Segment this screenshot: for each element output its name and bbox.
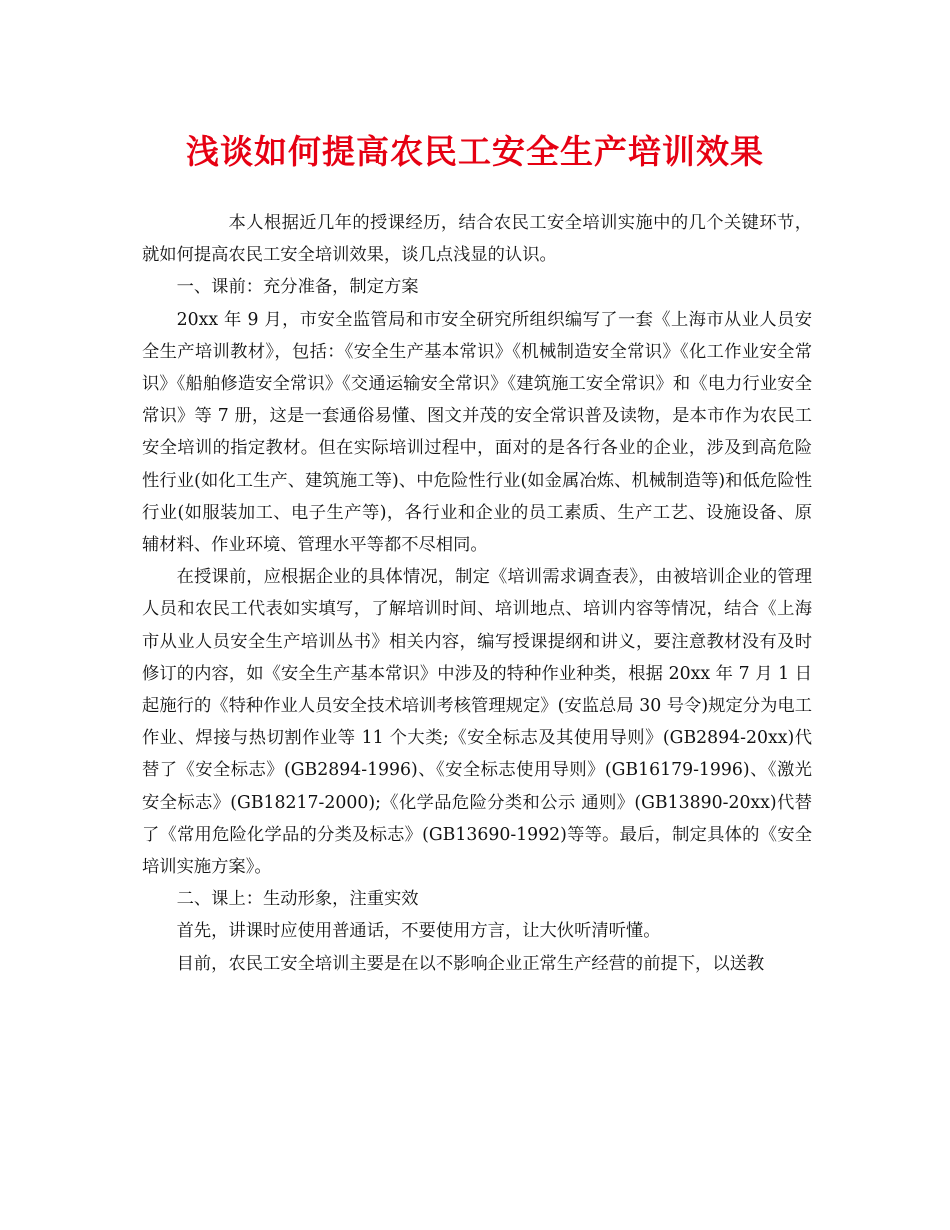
paragraph: 目前，农民工安全培训主要是在以不影响企业正常生产经营的前提下，以送教 — [176, 953, 765, 974]
paragraph: 20xx 年 9 月，市安全监管局和市安全研究所组织编写了一套《上海市从业人员安全生产培训教材》，包括：《安全生产基本常识》《机械制造安全常识》《化工作业安全常识》《船舶修造安全常识》《交通运输安全常识》《建筑施工安全常识》和《电力行业安全常识》等 7 册，这是一套通俗易懂、图文并茂的安全常识普及读物，是本市作为农民工安全培训的指定教材。但在实际培训过程中，面对的是各行各业的企业，涉及到高危险性行业(如化工生产、建筑施工等)、中危险性行业(如金属冶炼、机械制造等)和低危险性行业(如服装加工、电子生产等)，各行业和企业的员工素质、生产工艺、设施设备、原辅材料、作业环境、管理水平等都不尽相同。 — [142, 309, 812, 556]
document-title: 浅谈如何提高农民工安全生产培训效果 — [186, 132, 764, 171]
section-heading-1: 一、课前：充分准备，制定方案 — [176, 277, 419, 298]
document-body — [142, 207, 812, 980]
paragraph: 在授课前，应根据企业的具体情况，制定《培训需求调查表》，由被培训企业的管理人员和农民工代表如实填写，了解培训时间、培训地点、培训内容等情况，结合《上海市从业人员安全生产培训丛书》相关内容，编写授课提纲和讲义，要注意教材没有及时修订的内容，如《安全生产基本常识》中涉及的特种作业种类，根据 20xx 年 7 月 1 日起施行的《特种作业人员安全技术培训考核管理规定》(安监总局 30 号令)规定分为电工作业、焊接与热切割作业等 11 个大类;《安全标志及其使用导则》(GB2894-20xx)代替了《安全标志》(GB2894-1996)、《安全标志使用导则》(GB16179-1996)、《激光安全标志》(GB18217-2000);《化学品危险分类和公示 通则》(GB13890-20xx)代替了《常用危险化学品的分类及标志》(GB13690-1992)等等。最后，制定具体的《安全培训实施方案》。 — [142, 567, 812, 878]
section-heading-2: 二、课上：生动形象，注重实效 — [176, 889, 419, 910]
paragraph-intro: 本人根据近几年的授课经历，结合农民工安全培训实施中的几个关键环节，就如何提高农民工安全培训效果，谈几点浅显的认识。 — [142, 213, 812, 266]
paragraph: 首先，讲课时应使用普通话，不要使用方言，让大伙听清听懂。 — [176, 921, 661, 942]
